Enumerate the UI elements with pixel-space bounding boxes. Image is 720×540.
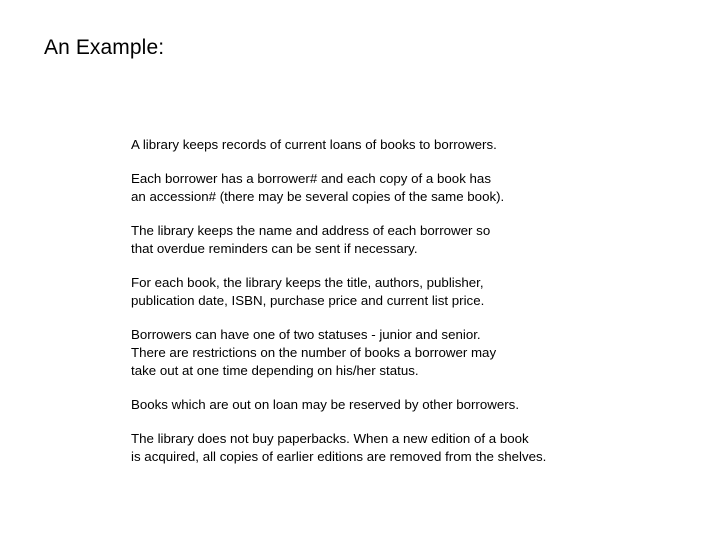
paragraph-line: an accession# (there may be several copies of the same book). [131, 189, 505, 204]
paragraph-borrower-address [131, 222, 691, 258]
paragraph-line: is acquired, all copies of earlier editions are removed from the shelves. [131, 449, 547, 464]
paragraph-line: The library does not buy paperbacks. When a new edition of a book [131, 431, 529, 446]
paragraph-line: The library keeps the name and address of each borrower so [131, 223, 491, 238]
paragraph-line: Books which are out on loan may be reserved by other borrowers. [131, 397, 520, 412]
paragraph-line: that overdue reminders can be sent if necessary. [131, 241, 418, 256]
paragraph-reservations [131, 396, 691, 414]
paragraph-line: take out at one time depending on his/her status. [131, 363, 419, 378]
paragraph-borrower-accession [131, 170, 691, 206]
paragraph-paperbacks-editions [131, 430, 691, 466]
paragraph-book-details [131, 274, 691, 310]
paragraph-line: A library keeps records of current loans of books to borrowers. [131, 137, 497, 152]
paragraph-line: publication date, ISBN, purchase price and current list price. [131, 293, 485, 308]
paragraph-line: Each borrower has a borrower# and each copy of a book has [131, 171, 491, 186]
slide-title: An Example: [44, 36, 165, 59]
slide-body [131, 136, 691, 482]
paragraph-line: Borrowers can have one of two statuses - junior and senior. [131, 327, 481, 342]
paragraph-line: There are restrictions on the number of books a borrower may [131, 345, 497, 360]
paragraph-borrower-statuses [131, 326, 691, 380]
paragraph-line: For each book, the library keeps the title, authors, publisher, [131, 275, 484, 290]
paragraph-library-loans [131, 136, 691, 154]
